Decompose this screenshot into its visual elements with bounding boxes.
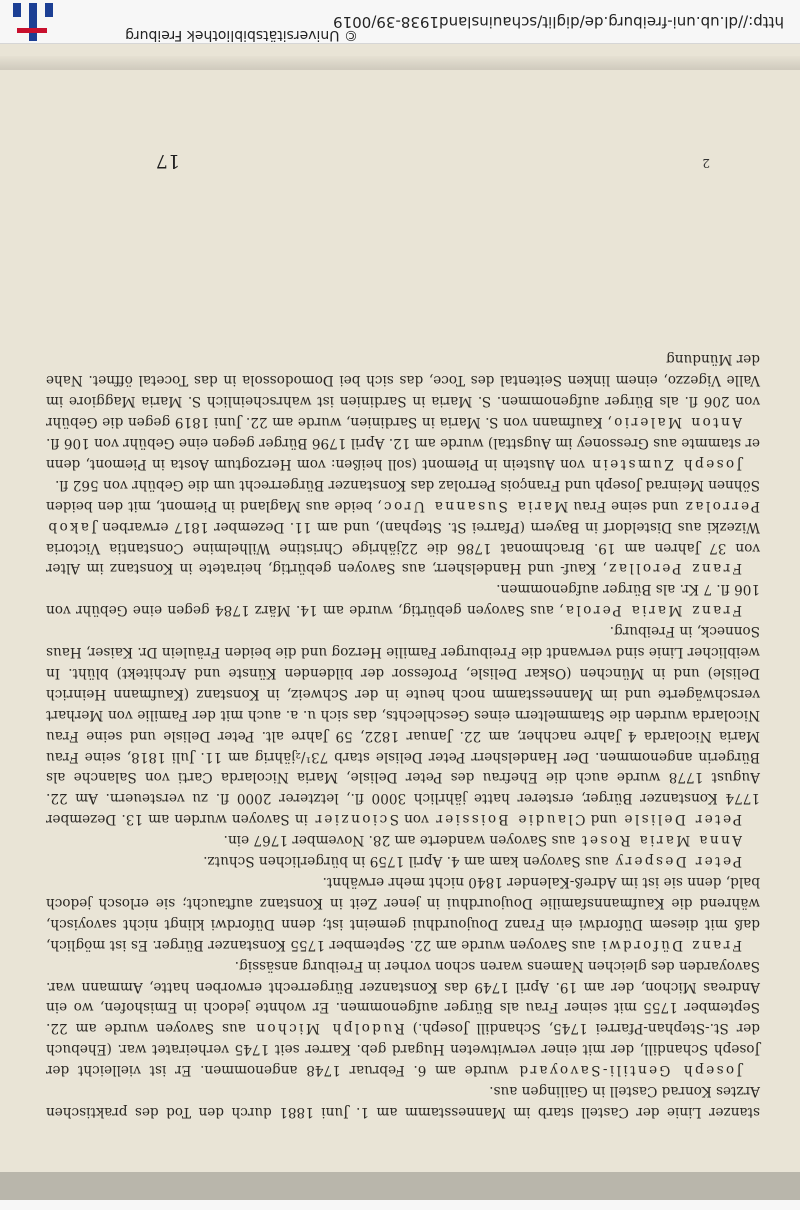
text-paragraph	[46, 474, 760, 579]
library-logo	[5, 0, 65, 43]
text-run: , aus Savoyen gebürtig, wurde am 14. März 1784 gegen eine Gebühr von 106 fl. 7 Kr. als Bürger aufgenommen.	[46, 581, 760, 619]
text-run: und	[585, 811, 623, 828]
text-paragraph	[46, 850, 760, 871]
text-run: aus Savoyen kam am 4. April 1759 in bürgerlichen Schutz.	[203, 853, 614, 870]
spaced-name: Scionzier	[313, 811, 399, 828]
text-paragraph	[46, 620, 760, 829]
body-text	[46, 348, 760, 1122]
text-run: von Austein in Piemont (soll heißen: vom Herzogtum Aosta in Piemont, denn er stammte aus Gressoney im Augsttal) wurde am 12. April 1796 Bürger gegen eine Gebühr von 106 fl.	[46, 435, 760, 472]
library-credit-text: © Universitätsbibliothek Freiburg	[125, 27, 358, 43]
spaced-name: Franz Düfordwi	[599, 936, 742, 953]
text-paragraph	[46, 955, 760, 1080]
text-run: , Kaufmann von S. Maria in Sardinien, wurde am 22. Juni 1819 gegen die Gebühr von 206 fl. als Bürger aufgenommen. S. Maria in Sardinien ist wahrscheinlich S. Maria Maggiore im Valle Vigezzo, einem linken Seitental des Toce, das sich bei Domodossola in das Tocetal öffnet. Nahe der Mündung	[46, 351, 760, 431]
text-run: aus Savoyen wurde am 22. September 1755 mit seiner Frau als Bürger aufgenommen. Er wohnte jedoch in Emishofen, wo ein Andreas Michon, der am 19. April 1749 das Konstanzer Bürgerrecht erworben hatte, Ammann war. Savoyarden des gleichen Namens waren schon vorher in Freiburg ansässig.	[46, 957, 760, 1037]
spaced-name: Rudolph Michon	[253, 1020, 405, 1037]
viewer-footer	[0, 0, 800, 44]
spaced-name: Peter Despery	[613, 853, 742, 870]
scan-edge	[0, 1200, 800, 1210]
text-run: von	[398, 811, 434, 828]
text-paragraph	[46, 871, 760, 955]
library-credit	[125, 29, 358, 43]
text-run: aus Savoyen wurde am 22. September 1755 Konstanzer Bürger. Es ist möglich, daß mit diesem Düfordwi ein Franz Doujourdhui gemeint ist; denn Düfordwi klingt nicht savoyisch, während die Kaufmannsfamilie Doujourdhui in jener Zeit in Konstanz auftaucht; sie erlosch jedoch bald, denn sie ist im Adreß-Kalender 1840 nicht mehr erwähnt.	[46, 874, 760, 953]
text-run: und seine Frau	[568, 497, 684, 514]
text-run: wurde am 6. Februar 1748 angenommen. Er ist vielleicht der Joseph Schandill, der mit einer verwitweten Hugard geb. Karrer seit 1745 verheiratet war. (Ehebuch der St.-Stephan-Pfarrei 1745, Schandill Joseph.)	[46, 1020, 760, 1079]
spaced-name: Franz Maria Perola	[563, 602, 742, 619]
page-number: 17	[155, 150, 180, 172]
text-paragraph	[46, 1080, 760, 1122]
spaced-name: Jakob Perrolaz	[46, 497, 760, 535]
spaced-name: Claudie Boissier	[433, 811, 586, 828]
text-run: , Kauf- und Handelsherr, aus Savoyen gebürtig, heiratete in Konstanz im Alter von 37 Jahren am 19. Brachmonat 1786 die 22jährige Christine Wilhelmine Constantia Victoria Wizezki aus Disteldorf in Bayern (Pfarrei St. Stephan), und am 11. Dezember 1817 erwarben	[46, 518, 760, 577]
text-run: , beide aus Magland in Piemont, mit den beiden Söhnen Meinrad Joseph und François Perrolaz das Konstanzer Bürgerrecht um die Gebühr von 562 fl.	[46, 476, 760, 514]
spaced-name: Anna Maria Roset	[579, 832, 742, 849]
text-paragraph	[46, 432, 760, 474]
text-run: stanzer Linie der Castell starb im Mannesstamm am 1. Juni 1881 durch den Tod des praktischen Arztes Konrad Castell in Gailingen aus.	[46, 1083, 760, 1120]
spaced-name: Franz Perollaz	[606, 560, 742, 577]
footnote-mark: 2	[702, 156, 710, 170]
spaced-name: Maria Susanna Uroc	[381, 497, 569, 514]
page-edge-shadow	[0, 56, 800, 70]
text-run: aus Savoyen wanderte am 28. November 1767 ein.	[223, 832, 580, 849]
scanned-page	[0, 44, 800, 1172]
spaced-name: Joseph Gentili-Savoyard	[517, 1062, 742, 1079]
spaced-name: Joseph Zumstein	[589, 455, 742, 472]
text-paragraph	[46, 578, 760, 620]
source-url[interactable]: http://dl.ub.uni-freiburg.de/diglit/schauinsland1938-39/0019	[333, 13, 784, 31]
text-paragraph	[46, 348, 760, 432]
text-paragraph	[46, 829, 760, 850]
text-run: in Savoyen wurden am 13. Dezember 1774 Konstanzer Bürger, ersterer hatte jährlich 3000 fl., letzterer 2000 fl. zu versteuern. Am 22. August 1778 wurde auch die Ehefrau des Peter Delisle, Maria Nicolarda Carti von Salanche als Bürgerin angenommen. Der Handelsherr Peter Delisle starb 73¹/₂jährig am 11. Juli 1818, seine Frau Maria Nicolarda 4 Jahre nachher, am 22. Januar 1822, 59 Jahre alt. Peter Delisle und seine Frau Nicolarda wurden die Stammeltern eines Geschlechts, das sich u. a. auch mit der Familie von Merhart verschwägerte und im Mannesstamm noch heute in der Schweiz, in Konstanz (Kaufmann Heinrich Delisle) und in München (Oskar Delisle, Professor der bildenden Künste und Architekt) blüht. In weiblicher Linie sind verwandt die Freiburger Familie Herzog und die beiden Fräulein Dr. Kaiser, Haus Sonneck, in Freiburg.	[46, 623, 760, 828]
spaced-name: Peter Delisle	[622, 811, 742, 828]
spaced-name: Anton Malerio	[611, 414, 742, 431]
